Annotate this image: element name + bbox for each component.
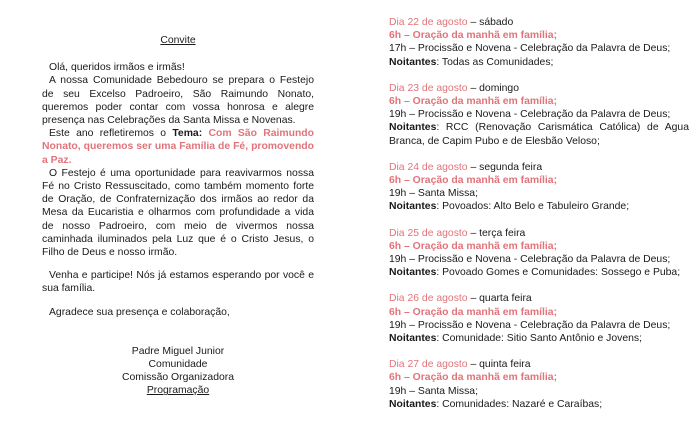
day-event: 19h – Procissão e Novena - Celebração da Palavra de Deus; [389, 319, 671, 331]
signature-committee: Comissão Organizadora [121, 372, 235, 384]
day-morning: 6h – Oração da manhã em família; [389, 175, 558, 187]
day-noitantes [389, 266, 689, 279]
schedule-day [389, 16, 689, 69]
signature-block [42, 345, 314, 398]
day-weekday: – quinta feira [467, 359, 531, 371]
day-heading [389, 161, 689, 174]
schedule-day [389, 358, 689, 411]
paragraph-festejo: O Festejo é uma oportunidade para reavivarmos nossa Fé no Cristo Ressuscitado, como também momento forte de Oração, de Confraternização dos irmãos ao redor da Mesa da Eucaristia e olharmos com profundidade a vida de nosso Padroeiro, com meio de vivermos nossa caminhada iluminados pela Luz que é o Cristo Jesus, o Filho de Deus e nosso irmão. [42, 167, 314, 259]
noitantes-text: : RCC (Renovação Carismática Católica) de Agua Branca, de Capim Pubo e de Elesbão Veloso; [389, 122, 689, 147]
day-heading [389, 16, 689, 29]
day-date: Dia 24 de agosto [389, 161, 468, 173]
day-morning: 6h – Oração da manhã em família; [389, 306, 558, 318]
schedule-day [389, 161, 689, 214]
day-weekday: – segunda feira [467, 161, 543, 173]
day-morning: 6h – Oração da manhã em família; [389, 240, 558, 252]
theme-label: Tema: [172, 128, 203, 140]
day-event: 17h – Procissão e Novena - Celebração da Palavra de Deus; [389, 43, 671, 55]
day-morning: 6h – Oração da manhã em família; [389, 96, 558, 108]
noitantes-label: Noitantes [389, 398, 437, 410]
noitantes-text: : Todas as Comunidades; [436, 56, 554, 68]
paragraph-invite: Venha e participe! Nós já estamos esperando por você e sua família. [42, 270, 314, 295]
day-noitantes [389, 121, 689, 147]
day-heading [389, 358, 689, 371]
day-noitantes [389, 398, 689, 411]
day-date: Dia 27 de agosto [389, 359, 468, 371]
noitantes-label: Noitantes [389, 267, 437, 279]
invitation-title: Convite [160, 35, 196, 46]
signature-programming: Programação [146, 385, 210, 397]
noitantes-label: Noitantes [389, 201, 437, 213]
day-heading [389, 292, 689, 305]
day-event: 19h – Santa Missa; [389, 385, 478, 397]
noitantes-text: : Comunidade: Sitio Santo Antônio e Jovens; [436, 333, 642, 345]
day-weekday: – terça feira [467, 227, 526, 239]
day-weekday: – domingo [467, 82, 519, 94]
signature-priest: Padre Miguel Junior [131, 345, 225, 357]
noitantes-text: : Povoado Gomes e Comunidades: Sossego e Puba; [436, 267, 681, 279]
day-weekday: – quarta feira [467, 293, 532, 305]
day-date: Dia 23 de agosto [389, 82, 468, 94]
schedule-day [389, 292, 689, 345]
day-event: 19h – Santa Missa; [389, 188, 478, 200]
schedule-column [389, 16, 689, 424]
greeting: Olá, queridos irmãos e irmãs! [49, 62, 185, 74]
day-event: 19h – Procissão e Novena - Celebração da Palavra de Deus; [389, 254, 671, 266]
day-date: Dia 22 de agosto [389, 17, 468, 28]
day-morning: 6h – Oração da manhã em família; [389, 372, 558, 384]
signature-community: Comunidade [148, 359, 208, 371]
noitantes-text: : Comunidades: Nazaré e Caraíbas; [436, 398, 603, 410]
schedule-day [389, 227, 689, 280]
day-noitantes [389, 56, 689, 69]
theme-prefix: Este ano refletiremos o [49, 128, 173, 140]
noitantes-label: Noitantes [389, 333, 437, 345]
day-noitantes [389, 332, 689, 345]
day-weekday: – sábado [467, 17, 514, 28]
noitantes-text: : Povoados: Alto Belo e Tabuleiro Grande; [436, 201, 630, 213]
theme-text: Com São Raimundo Nonato, queremos ser uma Família de Fé, promovendo a Paz. [42, 128, 314, 166]
day-heading [389, 82, 689, 95]
day-morning: 6h – Oração da manhã em família; [389, 30, 558, 42]
paragraph-thanks: Agradece sua presença e colaboração, [49, 306, 230, 318]
invitation-column [42, 34, 314, 398]
paragraph-theme [42, 127, 314, 167]
paragraph-preparation: A nossa Comunidade Bebedouro se prepara o Festejo de seu Excelso Padroeiro, São Raimundo Nonato, queremos poder contar com vossa honrosa e alegre presença nas Celebrações da Santa Missa e Novenas. [42, 75, 314, 127]
day-date: Dia 25 de agosto [389, 227, 468, 239]
day-date: Dia 26 de agosto [389, 293, 468, 305]
schedule-day [389, 82, 689, 148]
day-noitantes [389, 200, 689, 213]
noitantes-label: Noitantes [389, 56, 437, 68]
noitantes-label: Noitantes [389, 122, 437, 134]
day-event: 19h – Procissão e Novena - Celebração da Palavra de Deus; [389, 109, 671, 121]
day-heading [389, 227, 689, 240]
